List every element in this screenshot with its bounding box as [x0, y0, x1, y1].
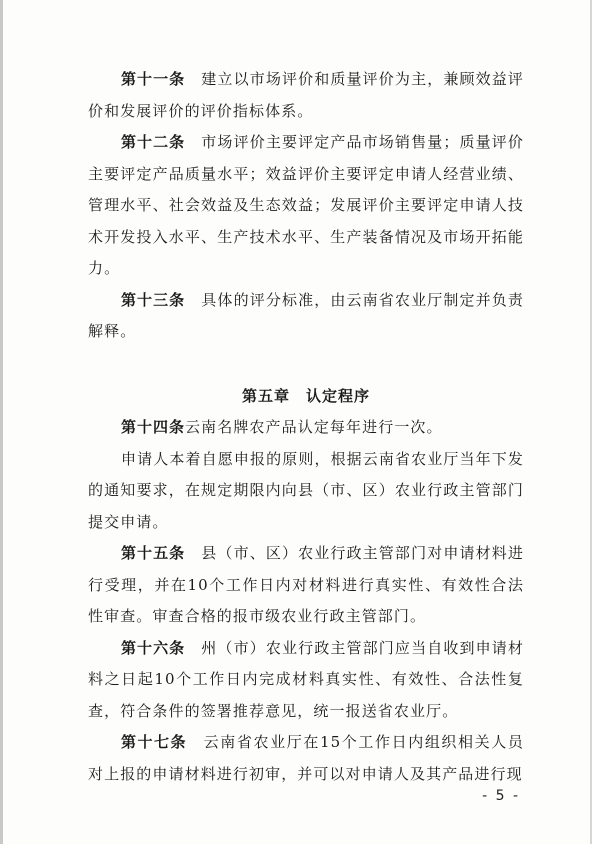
article-14-heading: 第十四条 [121, 418, 186, 436]
page-number: - 5 - [482, 788, 520, 804]
article-13-heading: 第十三条 [121, 290, 186, 309]
article-11-text: 建立以市场评价和质量评价为主，兼顾效益评价和发展评价的评价指标体系。 [88, 70, 524, 120]
document-body [88, 64, 524, 790]
article-15-heading: 第十五条 [121, 544, 186, 562]
article-15-text: 县（市、区）农业行政主管部门对申请材料进行受理，并在10个工作日内对材料进行真实性、有效性合法性审查。审查合格的报市级农业行政主管部门。 [88, 544, 524, 625]
article-11 [88, 64, 524, 127]
chapter-title: 第五章 认定程序 [241, 386, 370, 405]
article-17-text: 云南省农业厅在15个工作日内组织相关人员对上报的申请材料进行初审，并可以对申请人及其产品进行现 [88, 733, 524, 783]
scan-left-edge [0, 0, 3, 844]
article-12-text: 市场评价主要评定产品市场销售量；质量评价主要评定产品质量水平；效益评价主要评定申请人经营业绩、管理水平、社会效益及生态效益；发展评价主要评定申请人技术开发投入水平、生产技术水平、生产装备情况及市场开拓能力。 [88, 133, 524, 277]
article-11-heading: 第十一条 [121, 70, 186, 88]
article-16 [88, 633, 524, 728]
application-paragraph [88, 444, 524, 539]
article-16-text: 州（市）农业行政主管部门应当自收到申请材料之日起10个工作日内完成材料真实性、有效性、合法性复查，符合条件的签署推荐意见，统一报送省农业厅。 [88, 638, 524, 720]
article-12 [88, 127, 524, 285]
article-14 [88, 412, 524, 444]
article-17-heading: 第十七条 [121, 733, 188, 751]
article-17 [88, 727, 524, 790]
article-16-heading: 第十六条 [121, 638, 186, 657]
article-14-text: 云南名牌农产品认定每年进行一次。 [185, 418, 443, 436]
application-paragraph-text: 申请人本着自愿申报的原则，根据云南省农业厅当年下发的通知要求，在规定期限内向县（市、区）农业行政主管部门提交申请。 [88, 449, 524, 531]
article-13-text: 具体的评分标准，由云南省农业厅制定并负责解释。 [88, 290, 524, 340]
article-12-heading: 第十二条 [121, 133, 186, 151]
article-15 [88, 538, 524, 633]
article-13 [88, 285, 524, 348]
